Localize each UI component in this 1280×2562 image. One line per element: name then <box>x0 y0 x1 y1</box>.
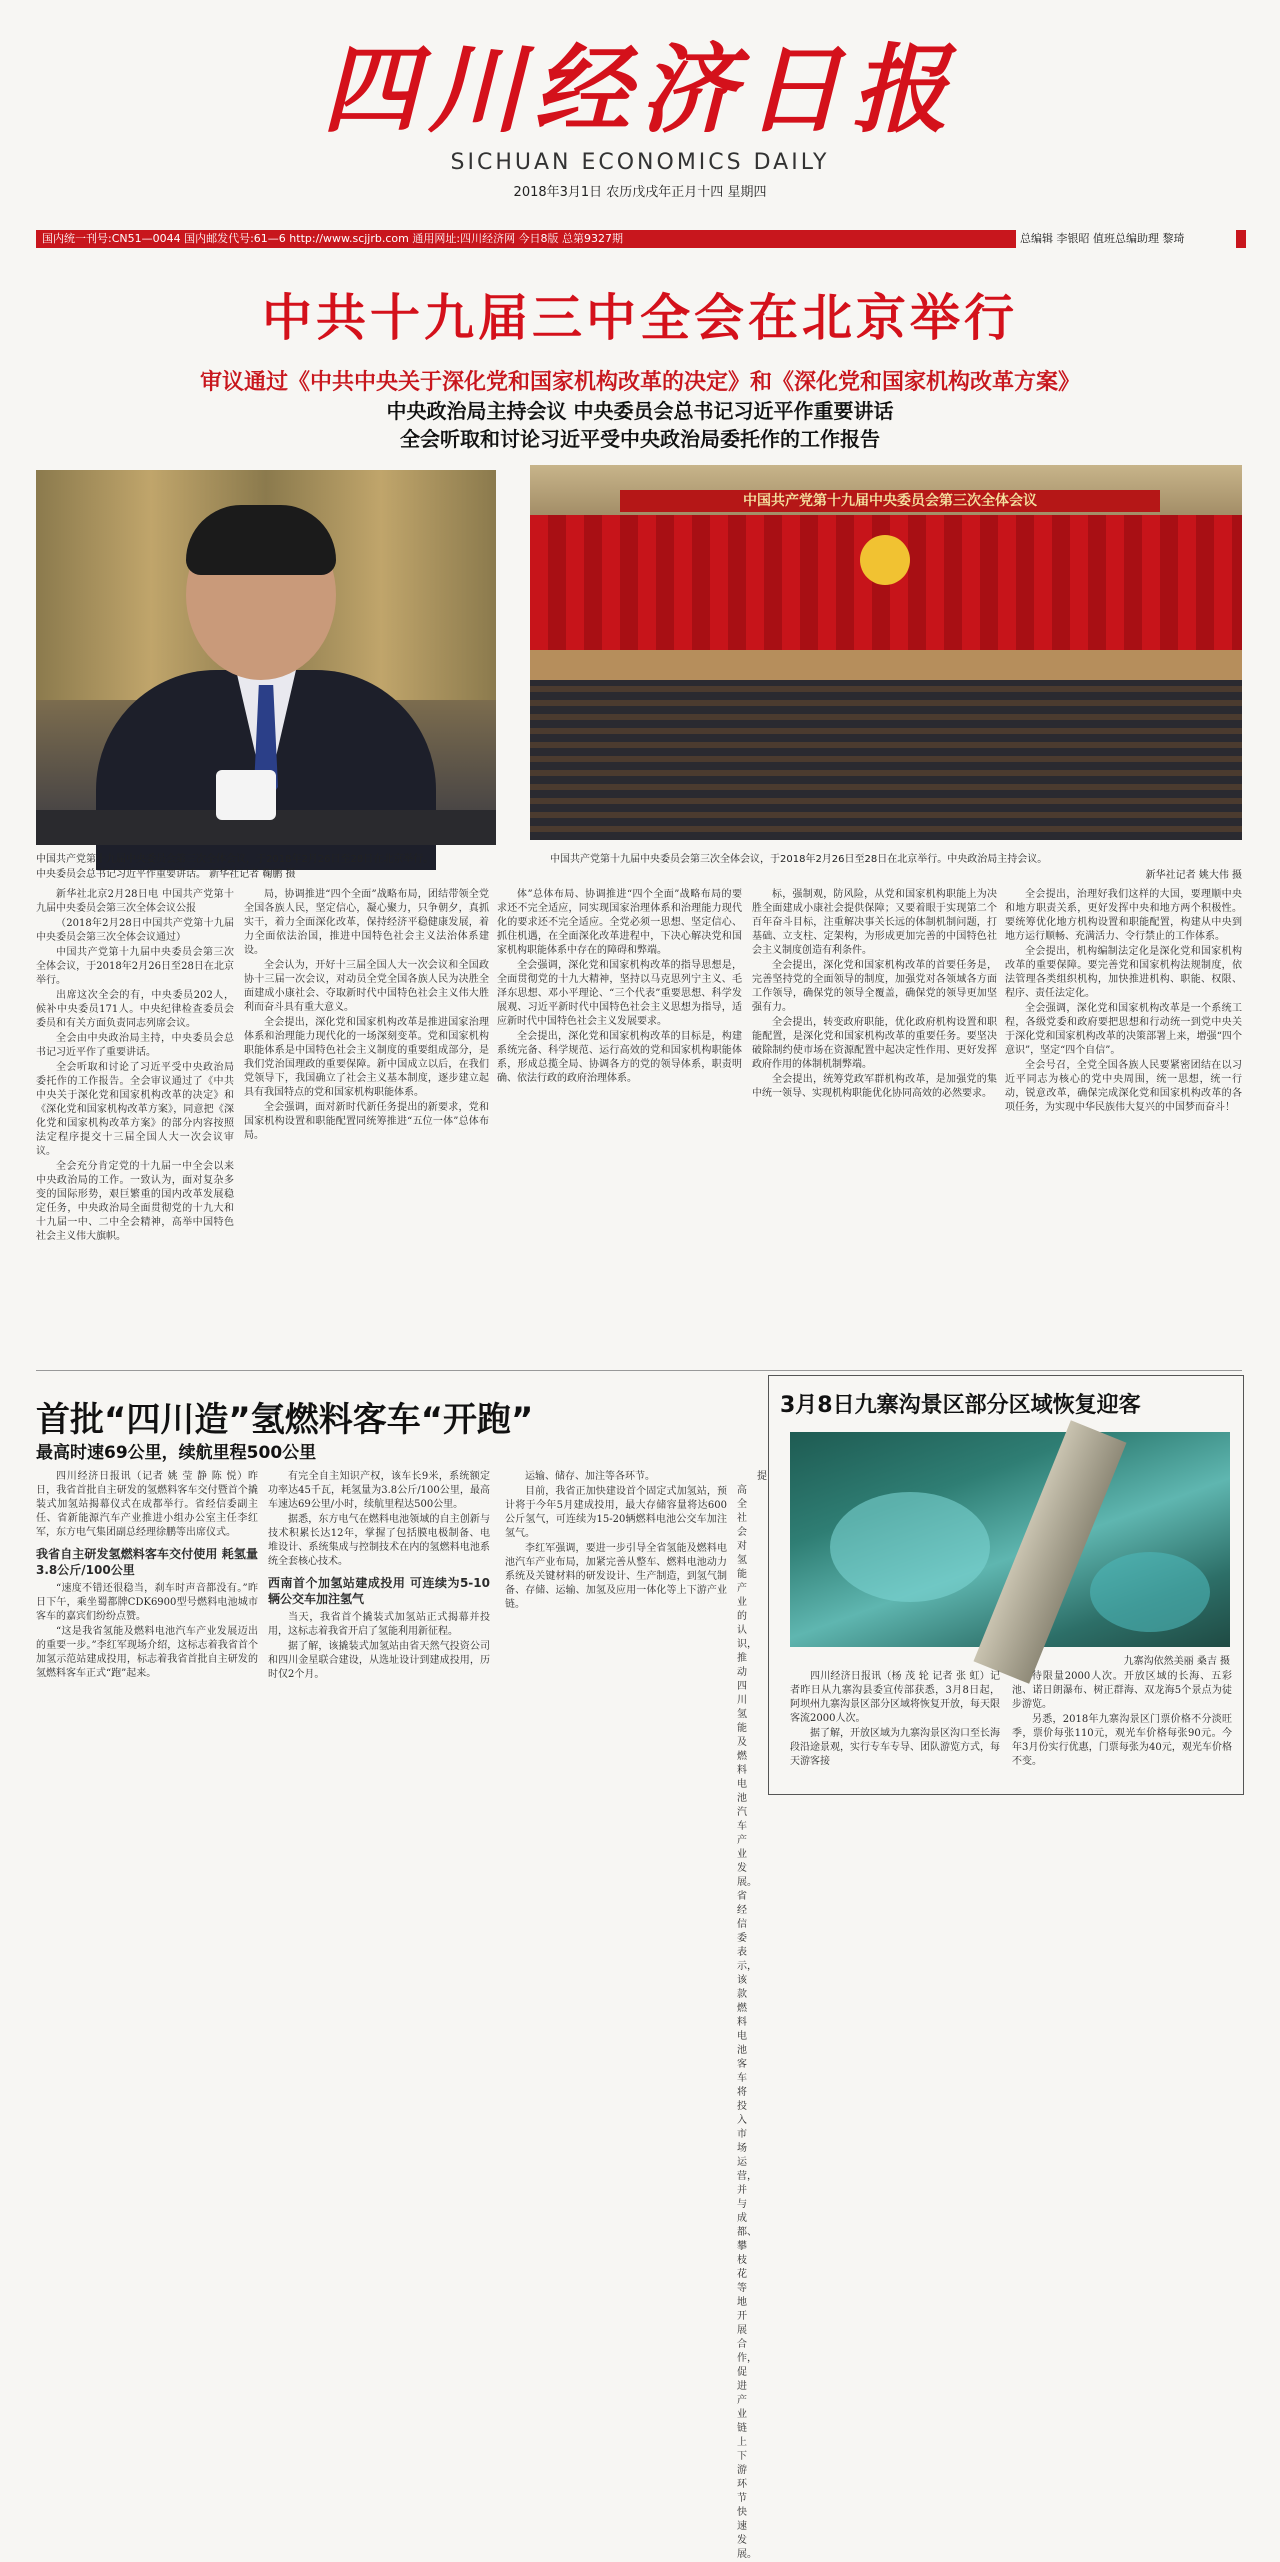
lead-column-4: 标，强制观，防风险，从党和国家机构职能上为决胜全面建成小康社会提供保障；又要着眼于实现第二个百年奋斗目标，注重解决事关长远的体制机制问题，打基础、立支柱、定架构，为形成更加完善的中国特色社会主义制度创造有利条件。 全会提出，深化党和国家机构改革的首要任务是，完善坚持党的全面领导的制度，加强党对各领域各方面工作领导，确保党的领导全覆盖，确保党的领导更加坚强有力。 全会提出，转变政府职能，优化政府机构设置和职能配置，是深化党和国家机构改革的重要任务。要坚决破除制约使市场在资源配置中起决定性作用、更好发挥政府作用的体制机制弊端。 全会提出，统筹党政军群机构改革，是加强党的集中统一领导、实现机构职能优化协同高效的必然要求。 <box>752 889 997 1099</box>
party-emblem-icon <box>860 535 910 585</box>
lead-column-2: 局，协调推进“四个全面”战略布局，团结带领全党全国各族人民，坚定信心，凝心聚力，只争朝夕，真抓实干，着力全面深化改革，保持经济平稳健康发展，着力全面依法治国，推进中国特色社会主义法治体系建设。 全会认为，开好十三届全国人大一次会议和全国政协十三届一次会议，对动员全党全国各族人民为决胜全面建成小康社会、夺取新时代中国特色社会主义伟大胜利而奋斗具有重大意义。 全会提出，深化党和国家机构改革是推进国家治理体系和治理能力现代化的一场深刻变革。党和国家机构职能体系是中国特色社会主义制度的重要组成部分，是我们党治国理政的重要保障。新中国成立以后，在我们党领导下，我国确立了社会主义基本制度，逐步建立起具有我国特点的党和国家机构职能体系。 全会强调，面对新时代新任务提出的新要求，党和国家机构设置和职能配置同统筹推进“五位一体”总体布局。 <box>244 889 489 1141</box>
lead-headline: 中共十九届三中全会在北京举行 <box>262 289 1018 347</box>
photo2-caption: 中国共产党第十九届中央委员会第三次全体会议，于2018年2月26日至28日在北京举行。中央政治局主持会议。 <box>550 854 1048 865</box>
plenary-session-photo <box>530 465 1242 840</box>
red-marker <box>1236 230 1246 248</box>
lead-subheadline-1: 审议通过《中共中央关于深化党和国家机构改革的决定》和《深化党和国家机构改革方案》 <box>199 370 1080 395</box>
hydrogen-subheadline: 最高时速69公里，续航里程500公里 <box>36 1443 317 1463</box>
jiuzhai-headline: 3月8日九寨沟景区部分区域恢复迎客 <box>780 1393 1141 1418</box>
masthead <box>0 30 1280 200</box>
portrait-photo <box>36 470 496 845</box>
hydrogen-subhead-1: 我省自主研发氢燃料客车交付使用 耗氢量3.8公斤/100公里 <box>36 1547 258 1577</box>
jiuzhai-column-2: 待限量2000人次。开放区域的长海、五彩池、诺日朗瀑布、树正群海、双龙海5个景点为徒步游览。 另悉，2018年九寨沟景区门票价格不分淡旺季，票价每张110元，观光车价格每张90元。今年3月份实行优惠，门票每张为40元，观光车价格不变。 <box>1012 1671 1232 1767</box>
hydrogen-column-3: 运输、储存、加注等各环节。 目前，我省正加快建设首个固定式加氢站，预计将于今年5月建成投用，最大存储容量将达600公斤氢气，可连续为15-20辆燃料电池公交车加注氢气。 李红军强调，要进一步引导全省氢能及燃料电池汽车产业布局，加紧完善从整车、燃料电池动力系统及关键材料的研发设计、生产制造，到氢气制备、存储、运输、加氢及应用一体化等上下游产业链。 <box>505 1471 727 1610</box>
jiuzhai-column-1: 四川经济日报讯（杨 茂 轮 记者 张 虹）记者昨日从九寨沟县委宣传部获悉，3月8日起，阿坝州九寨沟景区部分区域将恢复开放，每天限客流2000人次。 据了解，开放区域为九寨沟景区沟口至长海段沿途景观，实行专车专导、团队游览方式，每天游客接 <box>790 1671 1000 1767</box>
newspaper-title-english: SICHUAN ECONOMICS DAILY <box>450 150 830 175</box>
photo2-credit: 新华社记者 姚大伟 摄 <box>1145 870 1242 881</box>
lead-column-1: 新华社北京2月28日电 中国共产党第十九届中央委员会第三次全体会议公报 （2018年2月28日中国共产党第十九届中央委员会第三次全体会议通过） 中国共产党第十九届中央委员会第三次全体会议，于2018年2月26日至28日在北京举行。 出席这次全会的有，中央委员202人，候补中央委员171人。中央纪律检查委员会委员和有关方面负责同志列席会议。 全会由中央政治局主持，中央委员会总书记习近平作了重要讲话。 全会听取和讨论了习近平受中央政治局委托作的工作报告。全会审议通过了《中共中央关于深化党和国家机构改革的决定》和《深化党和国家机构改革方案》，同意把《深化党和国家机构改革方案》的部分内容按照法定程序提交十三届全国人大一次会议审议。 全会充分肯定党的十九届一中全会以来中央政治局的工作。一致认为，面对复杂多变的国际形势，艰巨繁重的国内改革发展稳定任务，中央政治局全面贯彻党的十九大和十九届一中、二中全会精神，高举中国特色社会主义伟大旗帜。 <box>36 889 234 1242</box>
hydrogen-subhead-2: 西南首个加氢站建成投用 可连续为5-10辆公交车加注氢气 <box>268 1576 490 1606</box>
issue-date: 2018年3月1日 农历戊戌年正月十四 星期四 <box>513 185 767 200</box>
photo1-caption: 中国共产党第十九届中央委员会第三次全体会议，于2018年2月26日至28日在北京举行。 <box>36 854 434 865</box>
hydrogen-headline: 首批“四川造”氢燃料客车“开跑” <box>36 1400 534 1440</box>
lead-column-3: 体”总体布局、协调推进“四个全面”战略布局的要求还不完全适应，同实现国家治理体系和治理能力现代化的要求还不完全适应。全党必须一思想、坚定信心、抓住机遇，在全面深化改革进程中，下决心解决党和国家机构职能体系中存在的障碍和弊端。 全会强调，深化党和国家机构改革的指导思想是，全面贯彻党的十九大精神，坚持以马克思列宁主义、毛泽东思想、邓小平理论、“三个代表”重要思想、科学发展观、习近平新时代中国特色社会主义思想为指导，适应新时代中国特色社会主义发展要求。 全会提出，深化党和国家机构改革的目标是，构建系统完备、科学规范、运行高效的党和国家机构职能体系，形成总揽全局、协调各方的党的领导体系，职责明确、依法行政的政府治理体系。 <box>497 889 742 1084</box>
hydrogen-column-4: 提高全社会对氢能产业的认识，推动四川氢能及燃料电池汽车产业发展。省经信委表示，该款燃料电池客车将投入市场运营，并与成都、攀枝花等地开展合作，促进产业链上下游环节快速发展。 <box>737 1471 767 2560</box>
publication-info-bar: 国内统一刊号:CN51—0044 国内邮发代号:61—6 http://www.scjjrb.com 通用网址:四川经济网 今日8版 总第9327期 <box>36 230 1016 248</box>
hydrogen-column-1: 四川经济日报讯（记者 姚 莹 静 陈 悦）昨日，我省首批自主研发的氢燃料客车交付暨首个撬装式加氢站揭幕仪式在成都举行。省经信委副主任、省新能源汽车产业推进小组办公室主任李红军，东方电气集团副总经理徐鹏等出席仪式。 我省自主研发氢燃料客车交付使用 耗氢量3.8公斤/100公里 “速度不错还很稳当，刹车时声音都没有。”昨日下午，乘坐蜀都牌CDK6900型号燃料电池城市客车的嘉宾们纷纷点赞。 “这是我省氢能及燃料电池汽车产业发展迈出的重要一步。”李红军现场介绍，这标志着我省首个加氢示范站建成投用，标志着我省首批自主研发的氢燃料客车正式“跑”起来。 <box>36 1471 258 1679</box>
lead-column-5: 全会提出，治理好我们这样的大国，要理顺中央和地方职责关系，更好发挥中央和地方两个积极性。要统筹优化地方机构设置和职能配置，构建从中央到地方运行顺畅、充满活力、令行禁止的工作体系。 全会提出，机构编制法定化是深化党和国家机构改革的重要保障。要完善党和国家机构法规制度，依法管理各类组织机构，加快推进机构、职能、权限、程序、责任法定化。 全会强调，深化党和国家机构改革是一个系统工程，各级党委和政府要把思想和行动统一到党中央关于深化党和国家机构改革的决策部署上来，增强“四个意识”，坚定“四个自信”。 全会号召，全党全国各族人民要紧密团结在以习近平同志为核心的党中央周围，统一思想，统一行动，锐意改革，确保完成深化党和国家机构改革的各项任务，为实现中华民族伟大复兴的中国梦而奋斗！ <box>1005 889 1242 1113</box>
section-divider <box>36 1370 1242 1371</box>
photo1-caption-credit: 中央委员会总书记习近平作重要讲话。 新华社记者 鞠鹏 摄 <box>36 869 296 880</box>
lead-subheadline-3: 全会听取和讨论习近平受中央政治局委托作的工作报告 <box>400 427 880 451</box>
hall-banner: 中国共产党第十九届中央委员会第三次全体会议 <box>620 490 1160 512</box>
jiuzhai-photo-credit: 九寨沟依然美丽 桑吉 摄 <box>1123 1656 1230 1667</box>
lead-subheadline-2: 中央政治局主持会议 中央委员会总书记习近平作重要讲话 <box>386 399 894 423</box>
jiuzhai-lake-photo <box>790 1432 1230 1647</box>
hydrogen-column-2: 有完全自主知识产权，该车长9米，系统额定功率达45千瓦，耗氢量为3.8公斤/100公里，最高车速达69公里/小时，续航里程达500公里。 据悉，东方电气在燃料电池领域的自主创新与技术积累长达12年，掌握了包括膜电极制备、电堆设计、系统集成与控制技术在内的氢燃料电池系统全套核心技术。 西南首个加氢站建成投用 可连续为5-10辆公交车加注氢气 当天，我省首个撬装式加氢站正式揭幕并投用，这标志着我省开启了氢能利用新征程。 据了解，该撬装式加氢站由省天然气投资公司和四川金星联合建设，从选址设计到建成投用，历时仅2个月。 <box>268 1471 490 1680</box>
newspaper-title: 四川经济日报 <box>322 33 958 146</box>
editors-credit: 总编辑 李银昭 值班总编助理 黎琦 <box>1020 232 1185 245</box>
